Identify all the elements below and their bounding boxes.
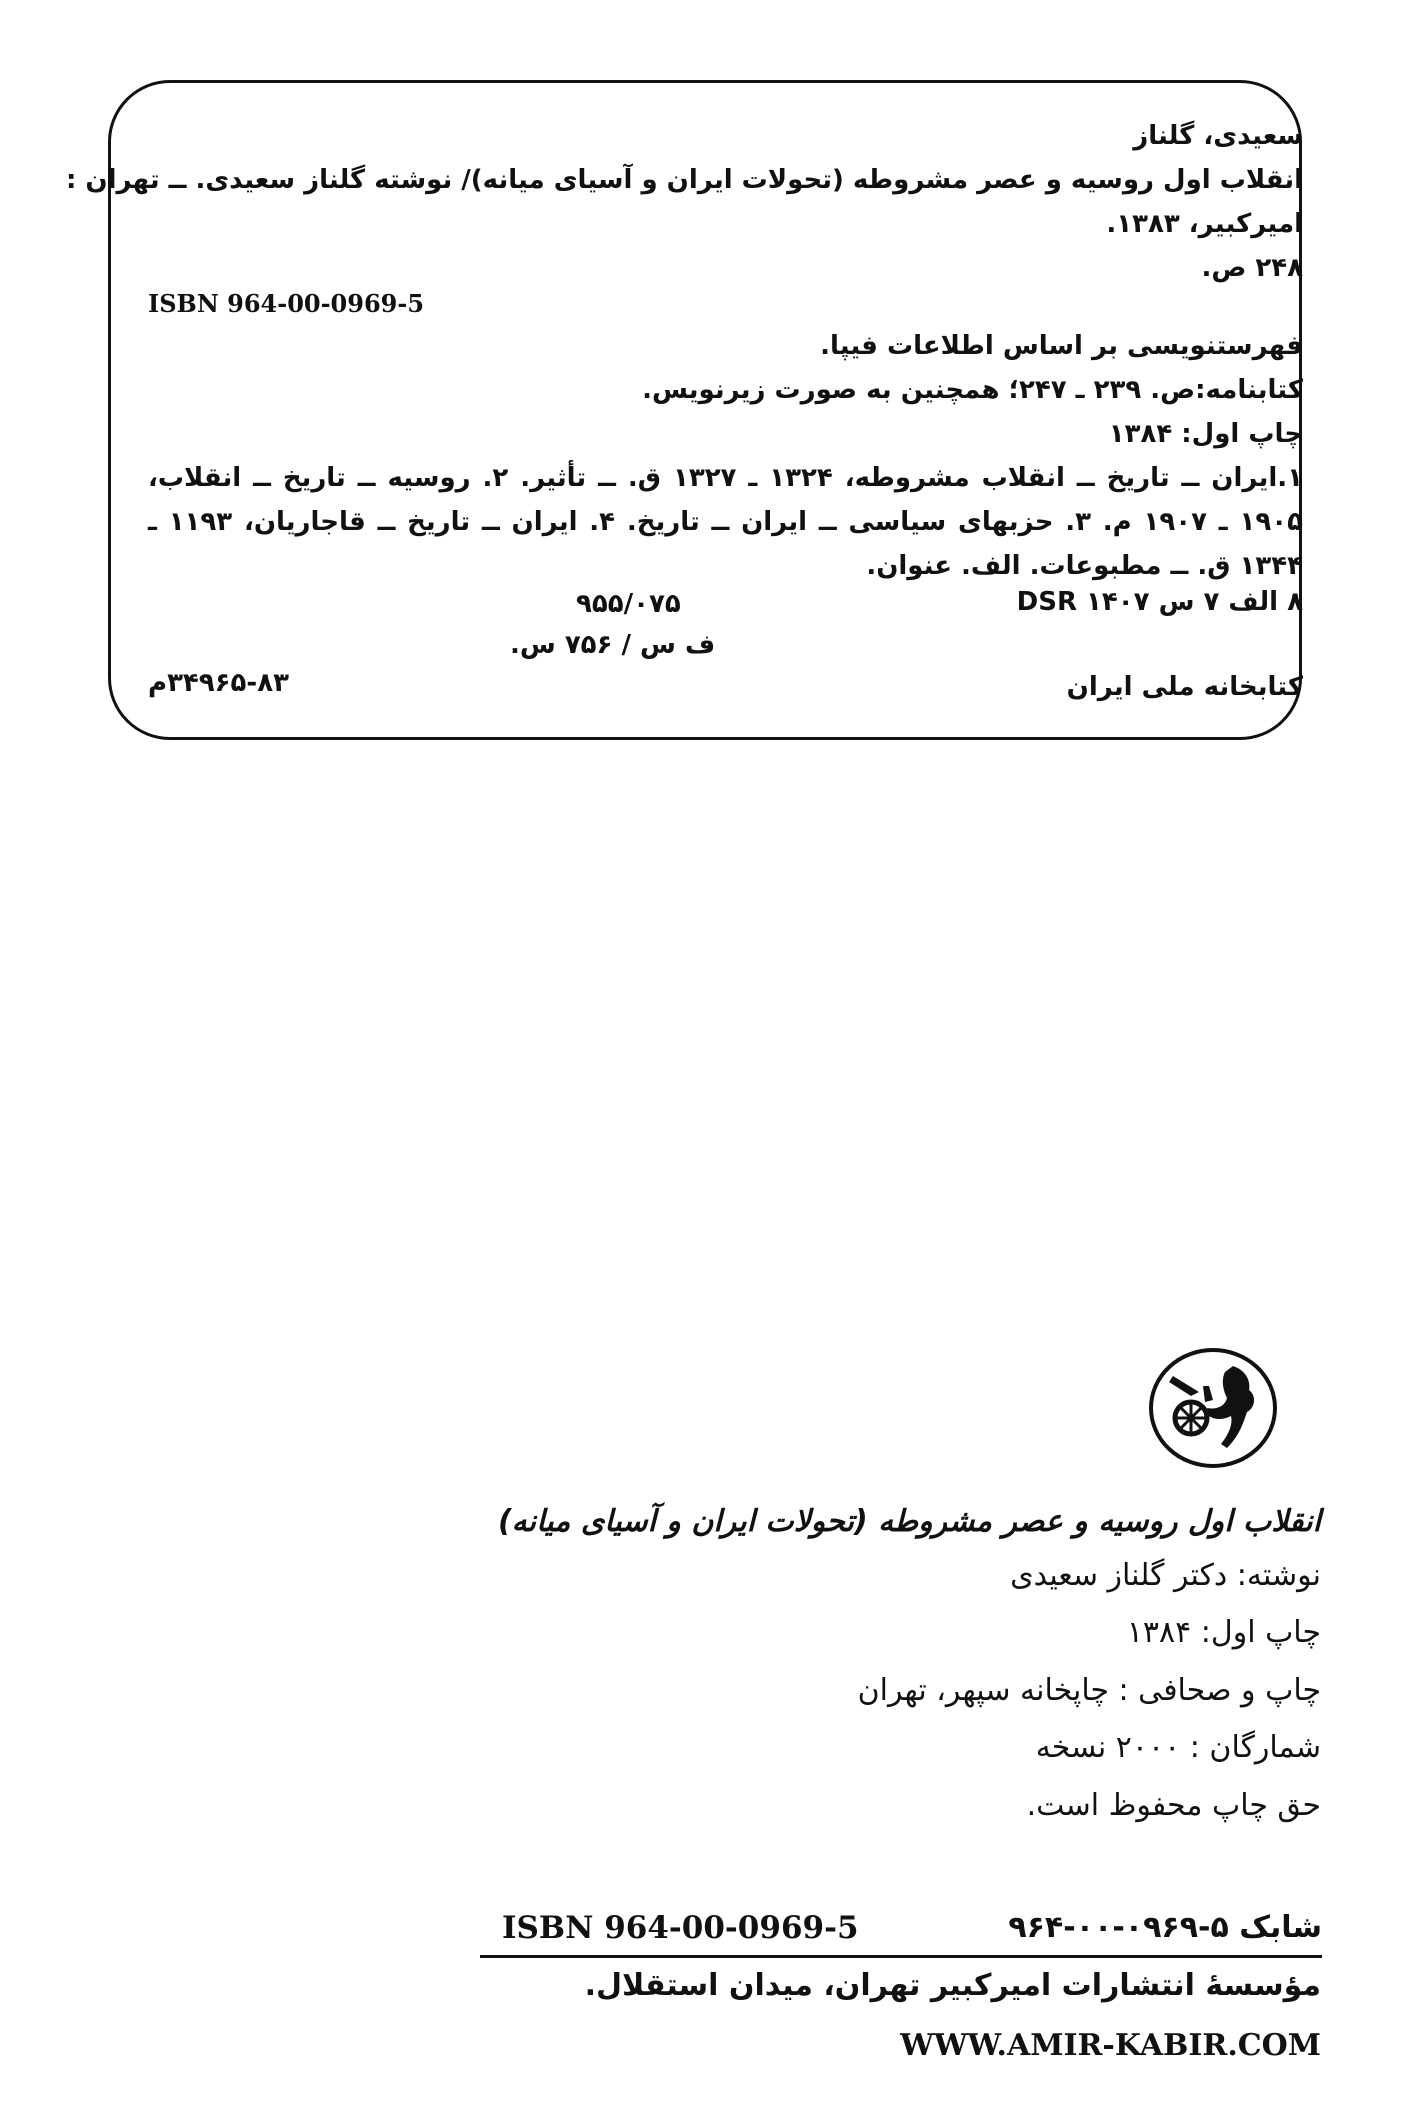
isbn-latin: ISBN 964-00-0969-5 (502, 1910, 859, 1946)
imprint-author: نوشته: دکتر گلناز سعیدی (1010, 1558, 1321, 1593)
cip-library-name: کتابخانه ملی ایران (1066, 672, 1303, 702)
imprint-circulation: شمارگان : ۲۰۰۰ نسخه (1035, 1730, 1321, 1765)
cip-publisher: امیرکبیر، ۱۳۸۳. (1106, 209, 1303, 239)
publisher-website: WWW.AMIR-KABIR.COM (900, 2028, 1321, 2063)
cip-fipa-note: فهرستنویسی بر اساس اطلاعات فیپا. (820, 331, 1303, 361)
cip-pages: ۲۴۸ ص. (1201, 253, 1303, 283)
cip-dewey-class: ۹۵۵/۰۷۵ (576, 589, 681, 619)
cip-first-edition-note: چاپ اول: ۱۳۸۴ (1108, 419, 1303, 449)
cip-title: انقلاب اول روسیه و عصر مشروطه (تحولات ایران و آسیای میانه)/ نوشته گلناز سعیدی. ــ تهران : (65, 165, 1303, 195)
chariot-horse-logo-icon (1147, 1346, 1279, 1470)
isbn-row (480, 1910, 1322, 1946)
isbn-underline (480, 1955, 1322, 1958)
isbn-persian: شابک ۵-۰۹۶۹-۰۰-۹۶۴ (1008, 1910, 1322, 1945)
imprint-printing: چاپ و صحافی : چاپخانه سپهر، تهران (857, 1673, 1321, 1708)
cip-subject-line-2: ۱۹۰۵ ـ ۱۹۰۷ م. ۳. حزبهای سیاسی ــ ایران ــ تاریخ. ۴. ایران ــ تاریخ ــ قاجاریان، ۱۱۹۳ ـ (148, 507, 1303, 537)
cip-dewey-cutter: ف س / ۷۵۶ س. (510, 630, 716, 660)
cip-isbn: ISBN 964-00-0969-5 (148, 289, 425, 318)
cip-bibliography-note: کتابنامه:ص. ۲۳۹ ـ ۲۴۷؛ همچنین به صورت زیرنویس. (642, 375, 1303, 405)
cip-lc-class: ۸ الف ۷ س ۱۴۰۷ DSR (1016, 587, 1303, 617)
imprint-copyright: حق چاپ محفوظ است. (1026, 1788, 1321, 1823)
cip-library-number: ۳۴۹۶۵-۸۳م (148, 668, 289, 698)
cip-author: سعیدی، گلناز (1133, 121, 1303, 151)
cip-subject-line-1: ۱.ایران ــ تاریخ ــ انقلاب مشروطه، ۱۳۲۴ ـ ۱۳۲۷ ق. ــ تأثیر. ۲. روسیه ــ تاریخ ــ انقلاب، (148, 463, 1303, 493)
imprint-first-edition: چاپ اول: ۱۳۸۴ (1126, 1615, 1321, 1650)
imprint-title: انقلاب اول روسیه و عصر مشروطه (تحولات ایران و آسیای میانه) (497, 1504, 1321, 1539)
publisher-address: مؤسسهٔ انتشارات امیرکبیر تهران، میدان استقلال. (584, 1968, 1321, 2003)
cip-subject-line-3: ۱۳۴۴ ق. ــ مطبوعات. الف. عنوان. (866, 551, 1303, 581)
